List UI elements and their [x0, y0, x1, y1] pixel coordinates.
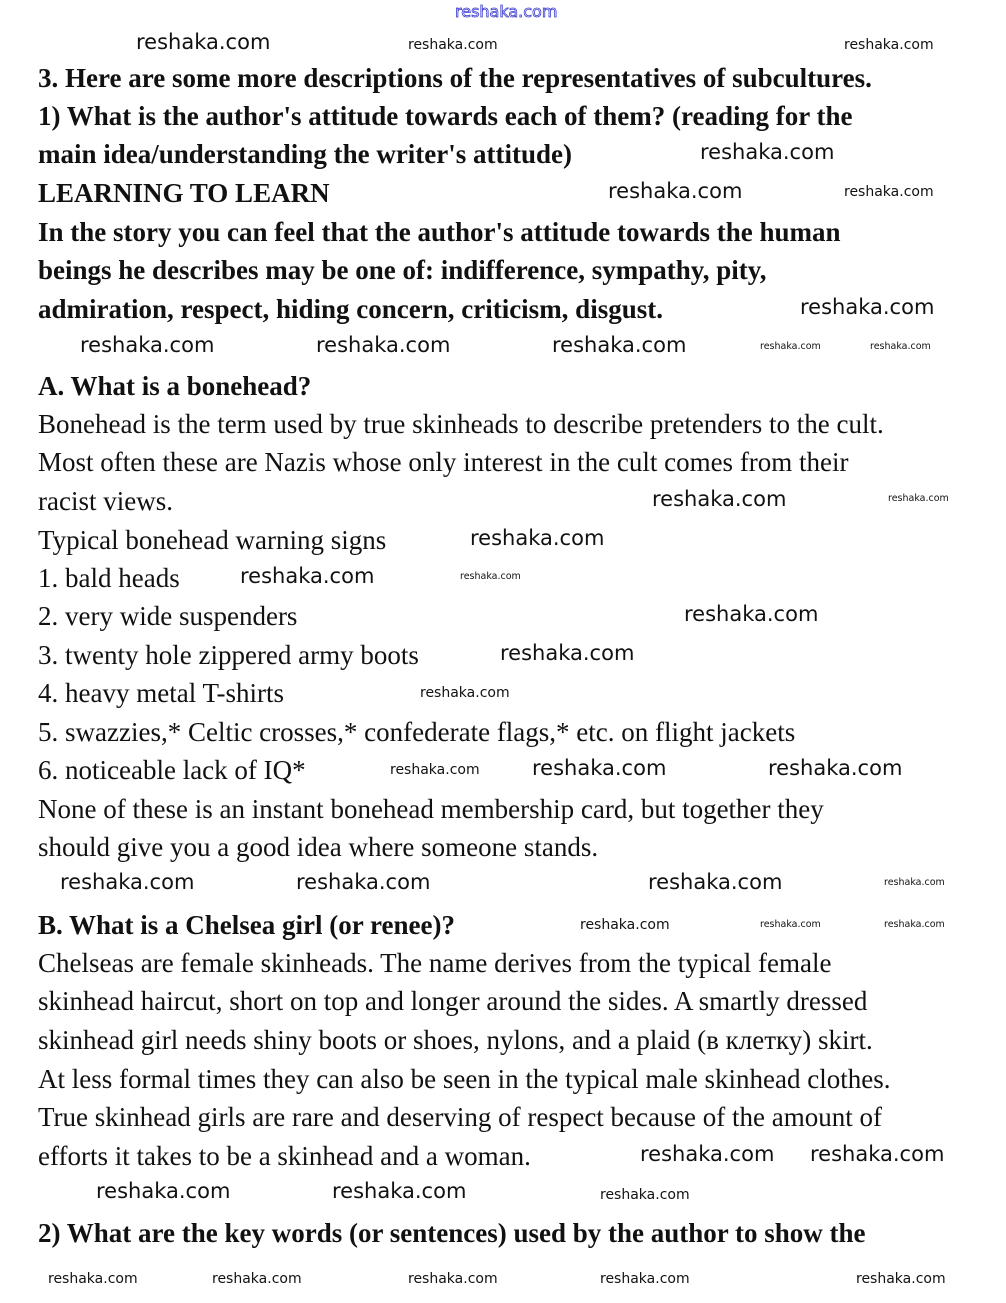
watermark: reshaka.com — [844, 37, 934, 53]
watermark: reshaka.com — [408, 37, 498, 53]
text-line: Typical bonehead warning signs — [38, 525, 387, 555]
text-line: racist views. — [38, 486, 173, 516]
watermark: reshaka.com — [652, 487, 787, 511]
watermark: reshaka.com — [332, 1179, 467, 1203]
watermark: reshaka.com — [500, 641, 635, 665]
watermark: reshaka.com — [460, 571, 521, 582]
watermark: reshaka.com — [884, 877, 945, 888]
text-line: should give you a good idea where someone stands. — [38, 832, 599, 862]
watermark: reshaka.com — [552, 333, 687, 357]
text-line: Chelseas are female skinheads. The name derives from the typical female — [38, 948, 832, 978]
list-item: 4. heavy metal T-shirts — [38, 678, 284, 708]
watermark: reshaka.com — [600, 1187, 690, 1203]
text-line: skinhead girl needs shiny boots or shoes, nylons, and a plaid (в клетку) skirt. — [38, 1025, 873, 1055]
watermark: reshaka.com — [470, 526, 605, 550]
watermark: reshaka.com — [800, 295, 935, 319]
watermark: reshaka.com — [96, 1179, 231, 1203]
watermark: reshaka.com — [532, 756, 667, 780]
text-line: Most often these are Nazis whose only interest in the cult comes from their — [38, 447, 849, 477]
watermark: reshaka.com — [700, 140, 835, 164]
watermark: reshaka.com — [316, 333, 451, 357]
watermark: reshaka.com — [60, 870, 195, 894]
list-item: 1. bald heads — [38, 563, 180, 593]
watermark: reshaka.com — [420, 685, 510, 701]
task-heading: 3. Here are some more descriptions of the representatives of subcultures. — [38, 63, 872, 93]
list-item: 2. very wide suspenders — [38, 601, 298, 631]
watermark: reshaka.com — [240, 564, 375, 588]
watermark: reshaka.com — [390, 762, 480, 778]
section-b-heading: B. What is a Chelsea girl (or renee)? — [38, 910, 455, 940]
watermark: reshaka.com — [768, 756, 903, 780]
question-2: 2) What are the key words (or sentences) used by the author to show the — [38, 1218, 866, 1248]
watermark: reshaka.com — [684, 602, 819, 626]
learning-heading: LEARNING TO LEARN — [38, 178, 330, 208]
section-a-heading: A. What is a bonehead? — [38, 371, 312, 401]
text-line: None of these is an instant bonehead membership card, but together they — [38, 794, 824, 824]
watermark: reshaka.com — [212, 1271, 302, 1287]
watermark: reshaka.com — [296, 870, 431, 894]
watermark: reshaka.com — [844, 184, 934, 200]
watermark: reshaka.com — [888, 493, 949, 504]
watermark: reshaka.com — [580, 917, 670, 933]
intro-text-line: beings he describes may be one of: indifference, sympathy, pity, — [38, 255, 767, 285]
watermark: reshaka.com — [48, 1271, 138, 1287]
watermark: reshaka.com — [884, 919, 945, 930]
watermark: reshaka.com — [600, 1271, 690, 1287]
question-1-line: main idea/understanding the writer's attitude) — [38, 139, 573, 169]
list-item: 3. twenty hole zippered army boots — [38, 640, 419, 670]
watermark: reshaka.com — [648, 870, 783, 894]
watermark: reshaka.com — [80, 333, 215, 357]
watermark: reshaka.com — [760, 919, 821, 930]
watermark: reshaka.com — [856, 1271, 946, 1287]
watermark: reshaka.com — [870, 341, 931, 352]
watermark: reshaka.com — [810, 1142, 945, 1166]
text-line: True skinhead girls are rare and deserving of respect because of the amount of — [38, 1102, 882, 1132]
watermark: reshaka.com — [640, 1142, 775, 1166]
list-item: 6. noticeable lack of IQ* — [38, 755, 306, 785]
watermark: reshaka.com — [760, 341, 821, 352]
watermark: reshaka.com — [136, 30, 271, 54]
text-line: At less formal times they can also be seen in the typical male skinhead clothes. — [38, 1064, 891, 1094]
text-line: skinhead haircut, short on top and longer around the sides. A smartly dressed — [38, 986, 868, 1016]
text-line: Bonehead is the term used by true skinheads to describe pretenders to the cult. — [38, 409, 884, 439]
intro-text-line: admiration, respect, hiding concern, criticism, disgust. — [38, 294, 663, 324]
text-line: efforts it takes to be a skinhead and a woman. — [38, 1141, 531, 1171]
watermark: reshaka.com — [408, 1271, 498, 1287]
intro-text-line: In the story you can feel that the author's attitude towards the human — [38, 217, 841, 247]
list-item: 5. swazzies,* Celtic crosses,* confederate flags,* etc. on flight jackets — [38, 717, 796, 747]
question-1-line: 1) What is the author's attitude towards each of them? (reading for the — [38, 101, 853, 131]
header-link[interactable]: reshaka.com — [455, 2, 558, 21]
watermark: reshaka.com — [608, 179, 743, 203]
